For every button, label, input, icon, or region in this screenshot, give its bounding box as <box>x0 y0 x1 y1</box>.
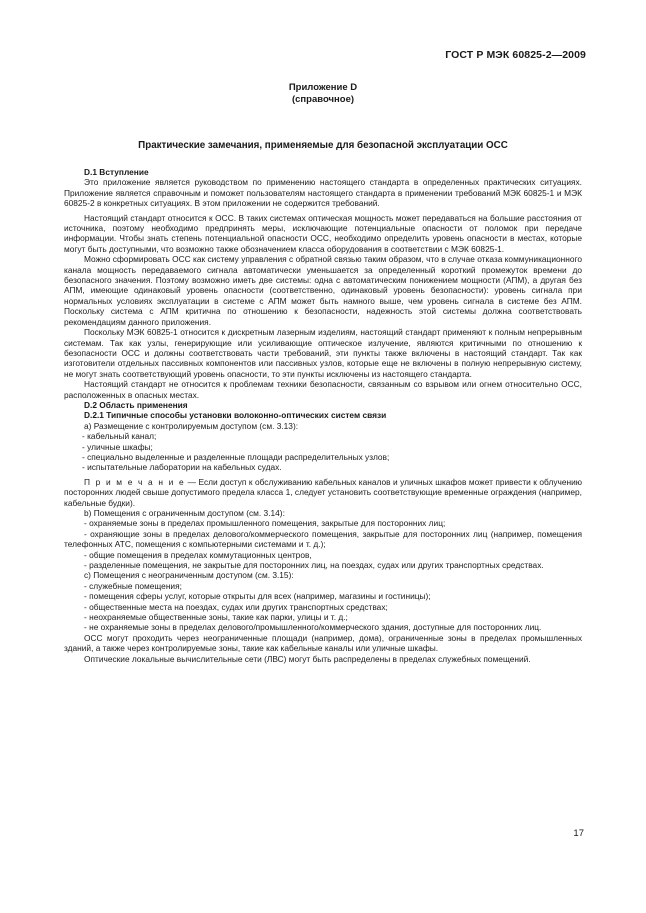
paragraph-occ-routing: ОСС могут проходить через неограниченные площади (например, дома), ограниченные зоны в пределах промышленных зданий, а также через контролируемые зоны, такие как кабельные каналы или уличные шкафы. <box>64 632 582 654</box>
note-text: — Если доступ к обслуживанию кабельных каналов и уличных шкафов может привести к облучению посторонних людей свыше допустимого предела класса 1, следует установить соответствующие временные ограждения (например, кабельные будки). <box>64 476 582 508</box>
paragraph-d1-explosion: Настоящий стандарт не относится к проблемам техники безопасности, связанным со взрывом или огнем относительно ОСС, расположенных в опасных местах. <box>64 379 582 400</box>
paragraph-lan: Оптические локальные вычислительные сети (ЛВС) могут быть распределены в пределах служебных помещений. <box>84 653 531 664</box>
paragraph-d1-discrete: Поскольку МЭК 60825-1 относится к дискретным лазерным изделиям, настоящий стандарт применяют к полным непрерывным системам. Так как узлы, генерирующие или усиливающие оптическое излучение, являются критичными по отношению к безопасности ОСС и должны соответствовать части требований, эти пункты также включены в настоящий стандарт. Так как изготовители отдельных пассивных компонентов или пассивных узлов, которые еще не включены в полную непрерывную систему, не могут знать соответствующий уровень опасности, то эти пункты исключены из настоящего стандарта. <box>64 327 582 379</box>
list-item: - не охраняемые зоны в пределах делового/промышленного/коммерческого здания, доступные для посторонних лиц. <box>84 622 542 633</box>
list-item: - общественные места на поездах, судах или других транспортных средствах; <box>84 601 388 612</box>
list-item: - кабельный канал; <box>82 431 157 442</box>
list-item: - охраняющие зоны в пределах делового/коммерческого помещения, закрытые для посторонних лиц (например, помещения телефонных АТС, помещения с компьютерными системами и т. д.); <box>64 528 582 550</box>
appendix-type: (справочное) <box>291 94 355 105</box>
section-title: Практические замечания, применяемые для безопасной эксплуатации ОСС <box>138 140 508 151</box>
list-c-intro: с) Помещения с неограниченным доступом (см. 3.15): <box>84 570 294 581</box>
list-a-intro: а) Размещение с контролируемым доступом (см. 3.13): <box>84 420 299 431</box>
list-item: - помещения сферы услуг, которые открыты для всех (например, магазины и гостиницы); <box>84 591 431 602</box>
list-item: - разделенные помещения, не закрытые для посторонних лиц, на поездах, судах или других транспортных средствах. <box>84 560 544 571</box>
heading-d2: D.2 Область применения <box>84 399 188 410</box>
paragraph-d1-scope: Настоящий стандарт относится к ОСС. В таких системах оптическая мощность может передаваться на большие расстояния от источника, поэтому необходимо предпринять меры, исключающие потенциальные опасности от поломок при передаче информации. Чтобы знать степень потенциальной опасности ОСС, необходимо определить уровень опасности в местах, которые могут быть доступными, что возможно также обозначением класса оборудования в соответствии с МЭК 60825-1. <box>64 212 582 254</box>
heading-d1: D.1 Вступление <box>84 167 149 177</box>
page-number: 17 <box>573 828 584 839</box>
list-item: - неохраняемые общественные зоны, такие как парки, улицы и т. д.; <box>84 612 348 623</box>
appendix-title: Приложение D <box>288 82 358 93</box>
standard-code-header: ГОСТ Р МЭК 60825-2—2009 <box>445 49 586 61</box>
note-label: П р и м е ч а н и е <box>84 476 186 487</box>
paragraph-d1-intro: Это приложение является руководством по применению настоящего стандарта в определенных практических ситуациях. Приложение является справочным и поможет пользователям настоящего стандарта в применении требований МЭК 60825-1 и МЭК 60825-2 в конкретных ситуациях. В этом приложении не содержится требований. <box>64 177 582 209</box>
heading-d2-1: D.2.1 Типичные способы установки волоконно-оптических систем связи <box>84 410 387 421</box>
list-item: - охраняемые зоны в пределах промышленного помещения, закрытые для посторонних лиц; <box>84 518 446 529</box>
list-item: - специально выделенные и разделенные площади распределительных узлов; <box>82 451 390 462</box>
note-paragraph <box>64 477 582 508</box>
list-item: - общие помещения в пределах коммутационных центров, <box>84 549 312 560</box>
list-item: - уличные шкафы; <box>82 441 153 452</box>
paragraph-d1-feedback: Можно сформировать ОСС как систему управления с обратной связью таким образом, что в случае отказа коммуникационного канала мощность передаваемого сигнала автоматически уменьшается за определенный короткий промежуток времени до безопасного значения. Поэтому возможно иметь две системы: одна с автоматическим понижением мощности (АПМ), а другая без АПМ, имеющие одинаковый уровень опасности (соответственно, одинаковый уровень безопасности): уровень сигнала при нормальных условиях эксплуатации в системе с АПМ может быть намного выше, чем уровень сигнала в системе без АПМ. Поскольку система с АПМ критична по отношению к безопасности, надежность этой системы должна соответствовать рекомендациям данного приложения. <box>64 254 582 327</box>
list-b-intro: b) Помещения с ограниченным доступом (см. 3.14): <box>84 508 285 518</box>
list-item: - служебные помещения; <box>84 580 182 591</box>
list-item: - испытательные лаборатории на кабельных судах. <box>82 462 282 473</box>
document-body <box>64 167 582 664</box>
